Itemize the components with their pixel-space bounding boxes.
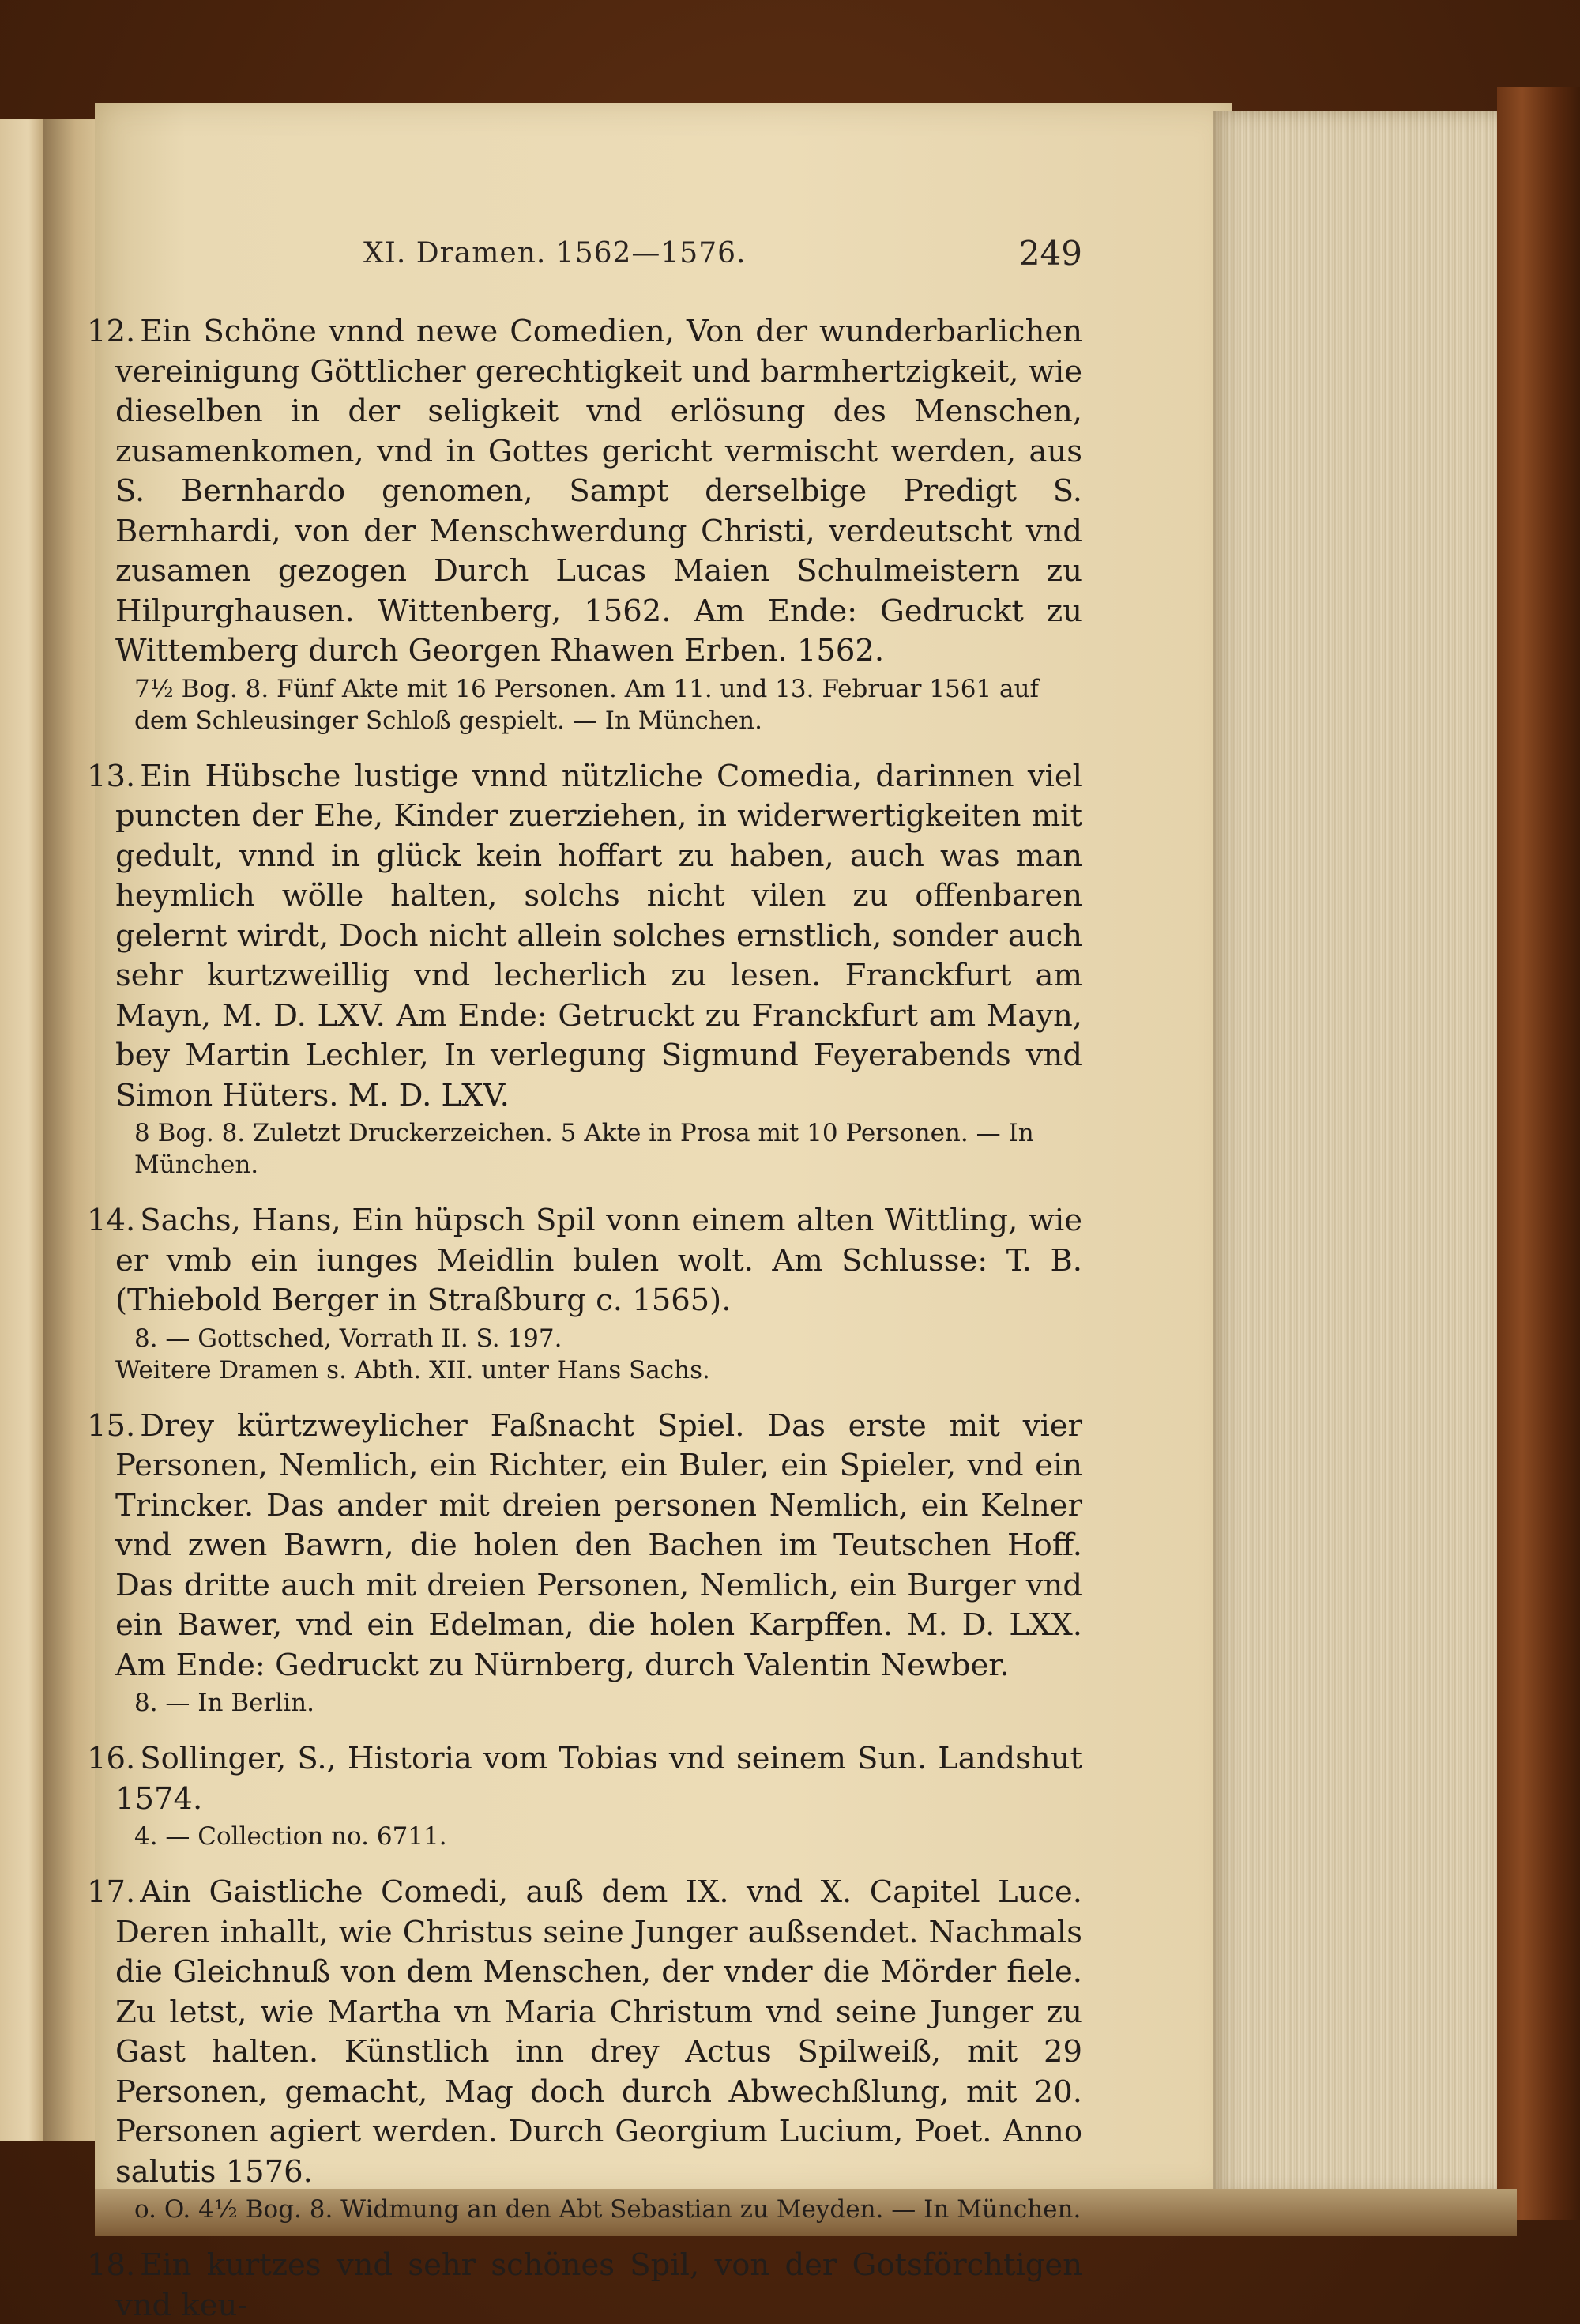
entry-16 — [87, 1739, 1082, 1852]
entry-cross-reference: Weitere Dramen s. Abth. XII. unter Hans Sachs. — [115, 1355, 710, 1384]
entry-number: 15. — [87, 1407, 136, 1444]
entry-text: Sollinger, S., Historia vom Tobias vnd seinem Sun. Landshut 1574. — [115, 1741, 1082, 1817]
entry-17 — [87, 1873, 1082, 2225]
left-page-edge — [0, 119, 47, 2141]
page-content — [87, 312, 1082, 2324]
entry-text: Drey kürtzweylicher Faßnacht Spiel. Das erste mit vier Personen, Nemlich, ein Richter, ein Buler, ein Spieler, vnd ein Trincker. Das ander mit dreien personen Nemlich, ein Kelner vnd zwen Bawrn, die holen den Bachen im Teutschen Hoff. Das dritte auch mit dreien Personen, Nemlich, ein Burger vnd ein Bawer, vnd ein Edelman, die holen Karpffen. M. D. LXX. Am Ende: Gedruckt zu Nürnberg, durch Valentin Newber. — [115, 1407, 1082, 1683]
entry-text: Ein Hübsche lustige vnnd nützliche Comedia, darinnen viel puncten der Ehe, Kinder zuerziehen, in widerwertigkeiten mit gedult, vnnd in glück kein hoffart zu haben, auch was man heymlich wölle halten, solchs nicht vilen zu offenbaren gelernt wirdt, Doch nicht allein solches ernstlich, sonder auch sehr kurtzweillig vnd lecherlich zu lesen. Franckfurt am Mayn, M. D. LXV. Am Ende: Getruckt zu Franckfurt am Mayn, bey Martin Lechler, In verlegung Sigmund Feyerabends vnd Simon Hüters. M. D. LXV. — [115, 758, 1082, 1113]
running-title: XI. Dramen. 1562—1576. — [363, 237, 747, 269]
entry-13 — [87, 757, 1082, 1181]
entry-note: 8 Bog. 8. Zuletzt Druckerzeichen. 5 Akte in Prosa mit 10 Personen. — In München. — [134, 1119, 1034, 1179]
page-edges — [1213, 111, 1513, 2197]
entry-number: 14. — [87, 1203, 136, 1238]
entry-14 — [87, 1201, 1082, 1386]
entry-note: o. O. 4½ Bog. 8. Widmung an den Abt Sebastian zu Meyden. — In München. — [134, 2195, 1082, 2224]
entry-number: 17. — [87, 1874, 136, 1910]
entry-number: 13. — [87, 758, 136, 794]
entry-note: 4. — Collection no. 6711. — [134, 1822, 447, 1851]
entry-number: 16. — [87, 1741, 136, 1776]
entry-number: 12. — [87, 314, 136, 349]
entry-text: Ein Schöne vnnd newe Comedien, Von der wunderbarlichen vereinigung Göttlicher gerechtigkeit und barmhertzigkeit, wie dieselben in der seligkeit vnd erlösung des Menschen, zusamenkomen, vnd in Gottes gericht vermischt werden, aus S. Bernhardo genomen, Sampt derselbige Predigt S. Bernhardi, von der Menschwerdung Christi, verdeutscht vnd zusamen gezogen Durch Lucas Maien Schulmeistern zu Hilpurghausen. Wittenberg, 1562. Am Ende: Gedruckt zu Wittemberg durch Georgen Rhawen Erben. 1562. — [115, 314, 1082, 669]
entry-number: 18. — [87, 2247, 136, 2283]
entry-text: Ain Gaistliche Comedi, auß dem IX. vnd X. Capitel Luce. Deren inhallt, wie Christus seine Junger außsendet. Nachmals die Gleichnuß von dem Menschen, der vnder die Mörder fiele. Zu letst, wie Martha vn Maria Christum vnd seine Junger zu Gast halten. Künstlich inn drey Actus Spilweiß, mit 29 Personen, gemacht, Mag doch durch Abwechßlung, mit 20. Personen agiert werden. Durch Georgium Lucium, Poet. Anno salutis 1576. — [115, 1874, 1082, 2190]
entry-15 — [87, 1407, 1082, 1719]
page-number: 249 — [1018, 234, 1082, 273]
entry-note: 7½ Bog. 8. Fünf Akte mit 16 Personen. Am 11. und 13. Februar 1561 auf dem Schleusinger Schloß gespielt. — In München. — [134, 674, 1039, 735]
entry-text: Sachs, Hans, Ein hüpsch Spil vonn einem alten Wittling, wie er vmb ein iunges Meidlin bulen wolt. Am Schlusse: T. B. (Thiebold Berger in Straßburg c. 1565). — [115, 1203, 1082, 1318]
entry-18 — [87, 2246, 1082, 2324]
entry-12 — [87, 312, 1082, 736]
entry-text: Ein kurtzes vnd sehr schönes Spil, von der Gotsförchtigen vnd keu- — [115, 2247, 1082, 2323]
entry-note: 8. — In Berlin. — [134, 1689, 314, 1717]
entry-note: 8. — Gottsched, Vorrath II. S. 197. — [134, 1324, 562, 1353]
book-cover-edge — [1497, 87, 1580, 2220]
